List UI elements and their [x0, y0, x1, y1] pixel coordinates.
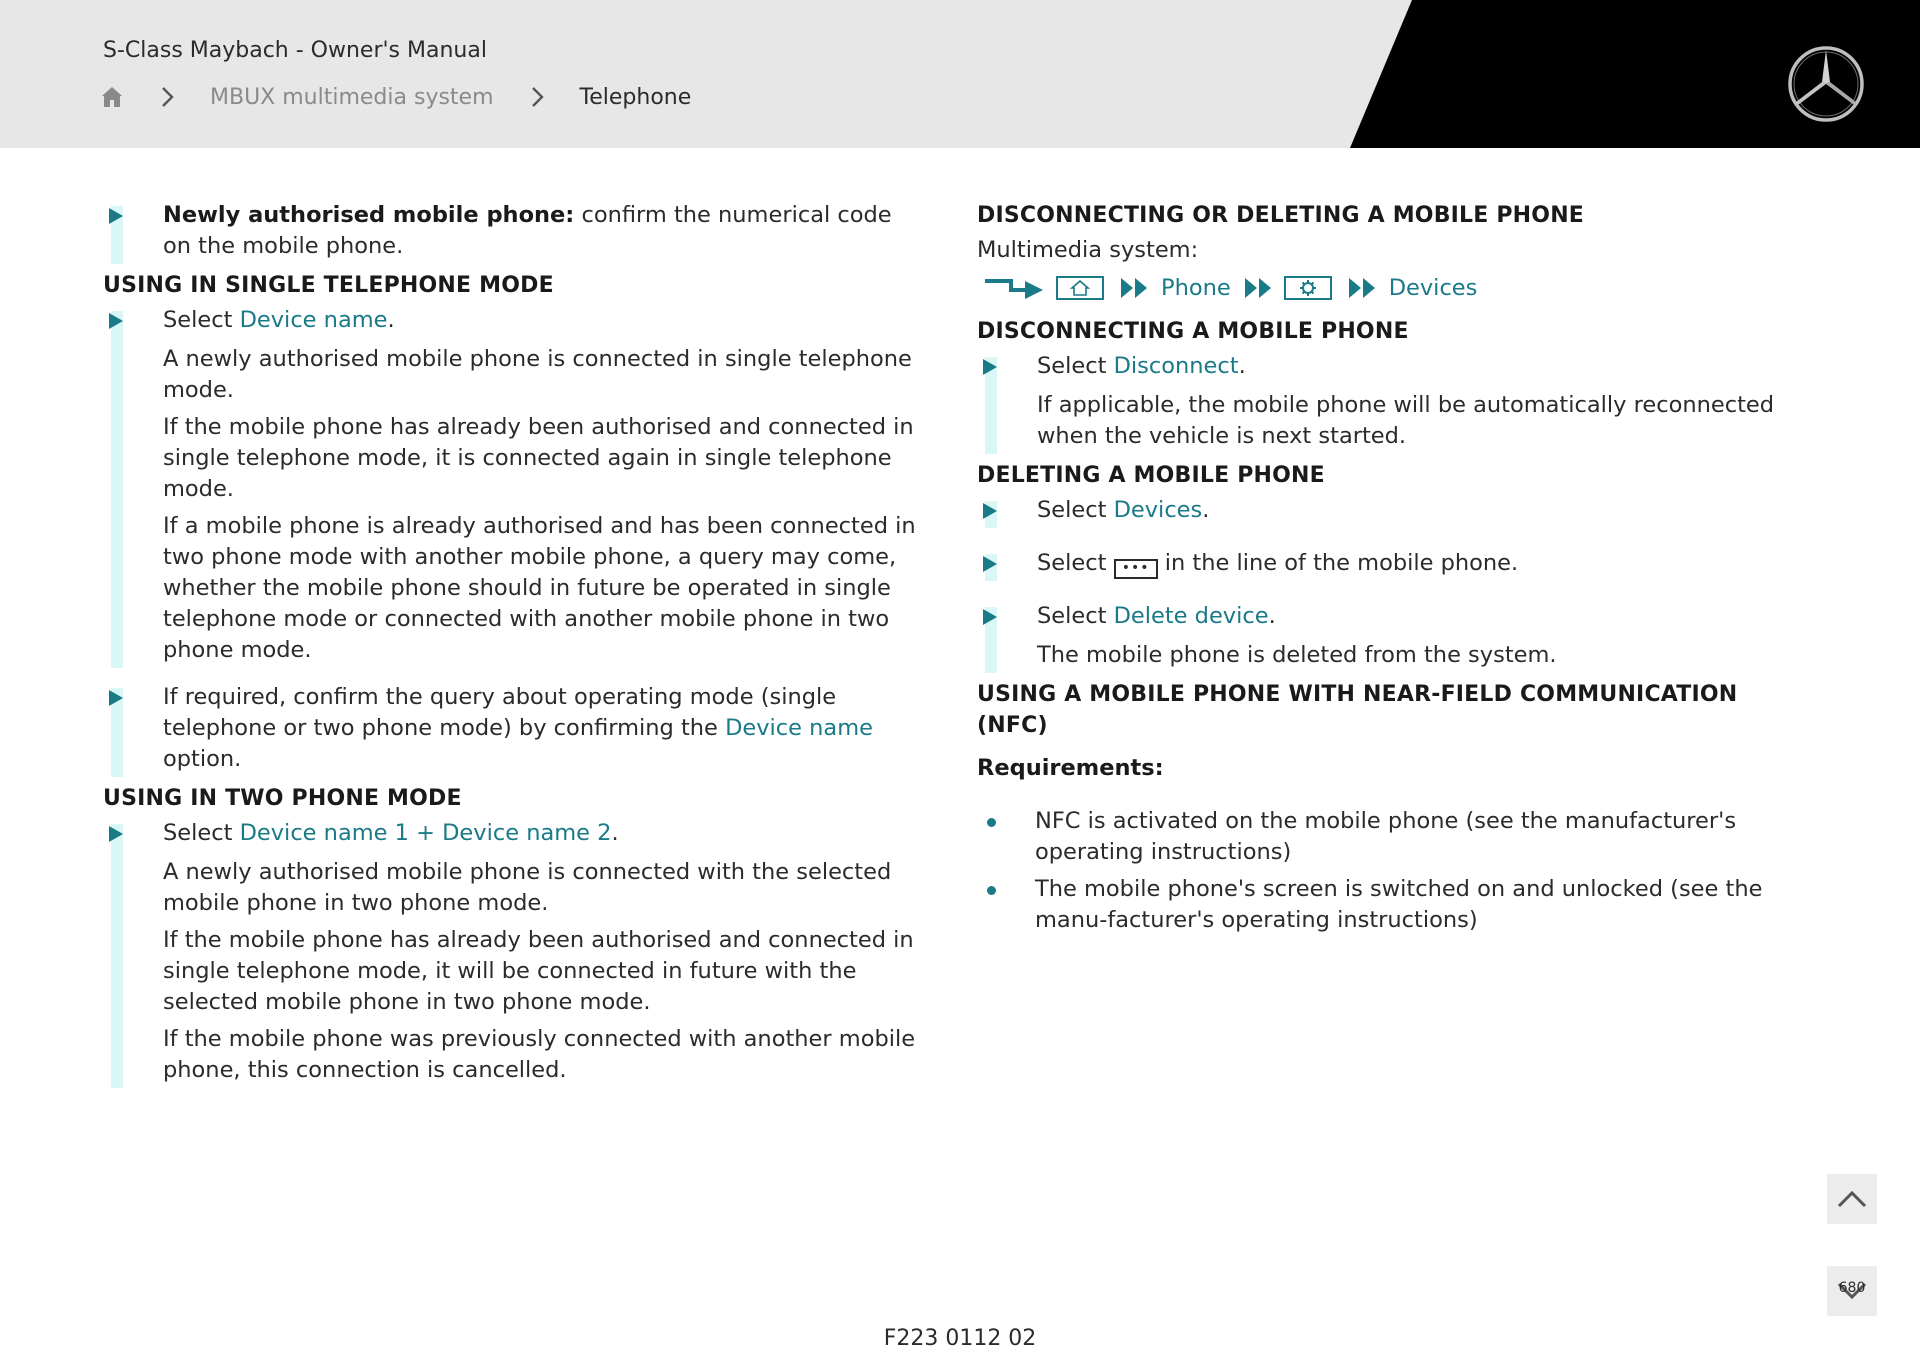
step-arrow-icon — [109, 313, 123, 329]
step-select-disconnect — [977, 351, 1797, 452]
heading-two-mode: USING IN TWO PHONE MODE — [103, 786, 462, 811]
intro-text: Multimedia system: — [977, 237, 1199, 263]
step-select-more — [977, 548, 1797, 579]
step-text: Select — [1037, 353, 1114, 379]
path-devices-link[interactable]: Devices — [1388, 274, 1478, 301]
step-text: Select — [1037, 497, 1114, 523]
step-text: Select — [163, 820, 240, 846]
chevron-right-icon — [160, 86, 176, 108]
scroll-up-button[interactable] — [1827, 1174, 1877, 1224]
step-arrow-icon — [109, 826, 123, 842]
result-text: If the mobile phone has already been authorised and connected in single telephone mode, it will be connected in future with the selected mobile phone in two phone mode. — [163, 927, 914, 1015]
requirement-item — [977, 806, 1797, 868]
result-text: If the mobile phone has already been authorised and connected in single telephone mode, it is connected again in single telephone mode. — [163, 414, 914, 502]
result-text: If a mobile phone is already authorised and has been connected in two phone mode with another mobile phone, a query may come, whether the mobile phone should in future be operated in single telephone mode or connected with another mobile phone in two phone mode. — [163, 513, 916, 663]
step-arrow-icon — [109, 690, 123, 706]
step-text: . — [387, 307, 395, 333]
requirement-item — [977, 874, 1797, 936]
step-text: in the line of the mobile phone. — [1157, 550, 1519, 576]
result-text: If the mobile phone was previously connected with another mobile phone, this connection is cancelled. — [163, 1026, 916, 1083]
mercedes-star-logo — [1786, 44, 1866, 124]
step-confirm-query — [103, 682, 923, 775]
step-bar — [111, 824, 123, 1088]
result-text: The mobile phone is deleted from the system. — [1037, 642, 1557, 668]
step-text: confirm the numerical code on the mobile phone. — [163, 202, 892, 259]
manual-title: S-Class Maybach - Owner's Manual — [103, 38, 487, 63]
breadcrumb-link-section[interactable]: MBUX multimedia system — [210, 84, 494, 110]
heading-nfc: USING A MOBILE PHONE WITH NEAR-FIELD COMMUNICATION (NFC) — [977, 682, 1738, 738]
requirement-text: NFC is activated on the mobile phone (see the manufacturer's operating instructions) — [1035, 808, 1737, 865]
breadcrumb — [100, 82, 691, 112]
delete-device-link[interactable]: Delete device — [1113, 603, 1269, 629]
step-text: . — [1238, 353, 1246, 379]
devices-link[interactable]: Devices — [1113, 497, 1203, 523]
requirement-text: The mobile phone's screen is switched on and unlocked (see the manu-facturer's operating instructions) — [1035, 876, 1763, 933]
heading-delete: DELETING A MOBILE PHONE — [977, 463, 1325, 488]
bullet-dot — [987, 886, 996, 895]
step-bar — [111, 311, 123, 668]
double-chevron-icon — [1119, 276, 1153, 300]
step-arrow-icon — [109, 208, 123, 224]
bullet-dot — [987, 818, 996, 827]
home-icon[interactable] — [100, 85, 124, 109]
step-newly-authorised — [103, 200, 923, 262]
menu-path — [983, 268, 1797, 308]
step-text: . — [1202, 497, 1210, 523]
requirements-label: Requirements: — [977, 755, 1164, 781]
result-text: A newly authorised mobile phone is connected in single telephone mode. — [163, 346, 912, 403]
double-chevron-icon — [1243, 276, 1277, 300]
step-text: option. — [163, 746, 242, 772]
path-phone-link[interactable]: Phone — [1161, 274, 1231, 301]
step-text: . — [1268, 603, 1276, 629]
page-number: 680 — [1838, 1280, 1866, 1296]
step-select-devices — [977, 495, 1797, 526]
step-select-two-devices — [103, 818, 923, 1086]
document-code: F223 0112 02 — [883, 1326, 1037, 1351]
step-arrow-icon — [983, 556, 997, 572]
result-text: If applicable, the mobile phone will be automatically reconnected when the vehicle is next started. — [1037, 392, 1775, 449]
step-arrow-icon — [983, 503, 997, 519]
chevron-right-icon — [530, 86, 546, 108]
step-bold-label: Newly authorised mobile phone: — [163, 202, 575, 228]
result-text: A newly authorised mobile phone is connected with the selected mobile phone in two phone mode. — [163, 859, 892, 916]
step-text: Select — [163, 307, 240, 333]
settings-gear-button-icon[interactable] — [1283, 275, 1333, 301]
step-text: Select — [1037, 603, 1114, 629]
right-column — [977, 200, 1797, 942]
double-chevron-icon — [1347, 276, 1381, 300]
home-button-icon[interactable] — [1055, 275, 1105, 301]
device-name-1-2-link[interactable]: Device name 1 + Device name 2 — [239, 820, 612, 846]
heading-disconnect: DISCONNECTING A MOBILE PHONE — [977, 319, 1409, 344]
heading-disconnect-delete: DISCONNECTING OR DELETING A MOBILE PHONE — [977, 203, 1585, 228]
scroll-down-button[interactable] — [1827, 1266, 1877, 1316]
left-column — [103, 200, 923, 1094]
step-arrow-icon — [983, 609, 997, 625]
path-start-arrow-icon — [983, 275, 1045, 301]
device-name-link[interactable]: Device name — [725, 715, 873, 741]
step-text: . — [611, 820, 619, 846]
step-arrow-icon — [983, 359, 997, 375]
page-header — [0, 0, 1920, 148]
step-delete-device — [977, 601, 1797, 671]
step-text: If required, confirm the query about operating mode (single telephone or two phone mode) by confirming the — [163, 684, 837, 741]
device-name-link[interactable]: Device name — [239, 307, 388, 333]
breadcrumb-current: Telephone — [579, 84, 692, 110]
step-text: Select — [1037, 550, 1114, 576]
heading-single-mode: USING IN SINGLE TELEPHONE MODE — [103, 273, 554, 298]
step-select-device-name — [103, 305, 923, 666]
disconnect-link[interactable]: Disconnect — [1113, 353, 1239, 379]
chevron-up-icon — [1827, 1174, 1877, 1224]
more-options-button[interactable]: ••• — [1114, 559, 1158, 579]
